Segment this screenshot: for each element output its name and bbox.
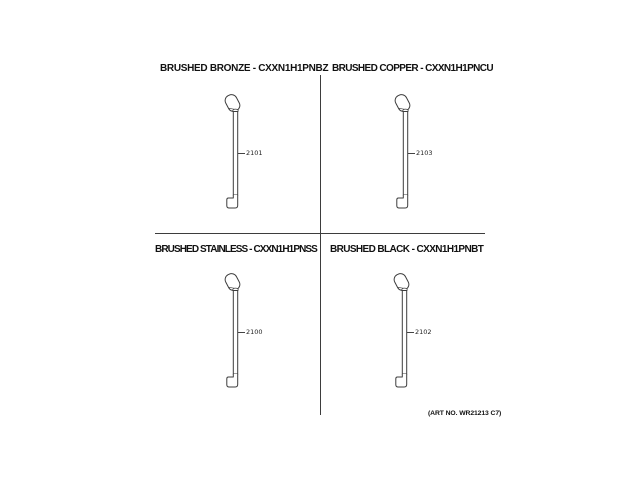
part-leader-line (238, 153, 245, 155)
quadrant-title-brushed-copper: BRUSHED COPPER - CXXN1H1PNCU (332, 63, 494, 74)
handle-figure-brushed-copper (392, 94, 472, 220)
part-number-label: 2101 (246, 149, 263, 157)
handle-figure-brushed-black (391, 273, 471, 399)
part-number-label: 2102 (415, 328, 432, 336)
part-number-label: 2100 (246, 328, 263, 336)
quadrant-title-brushed-stainless: BRUSHED STAINLESS - CXXN1H1PNSS (155, 244, 317, 255)
art-number: (ART NO. WR21213 C7) (428, 410, 502, 417)
handle-figure-brushed-bronze (222, 94, 302, 220)
quadrant-title-brushed-black: BRUSHED BLACK - CXXN1H1PNBT (330, 244, 484, 255)
part-leader-line (238, 332, 245, 334)
divider-horizontal (155, 233, 485, 234)
quadrant-title-brushed-bronze: BRUSHED BRONZE - CXXN1H1PNBZ (160, 63, 329, 74)
handle-figure-brushed-stainless (222, 273, 302, 399)
part-leader-line (407, 332, 414, 334)
part-number-label: 2103 (416, 149, 433, 157)
divider-vertical (320, 75, 321, 415)
part-leader-line (408, 153, 415, 155)
